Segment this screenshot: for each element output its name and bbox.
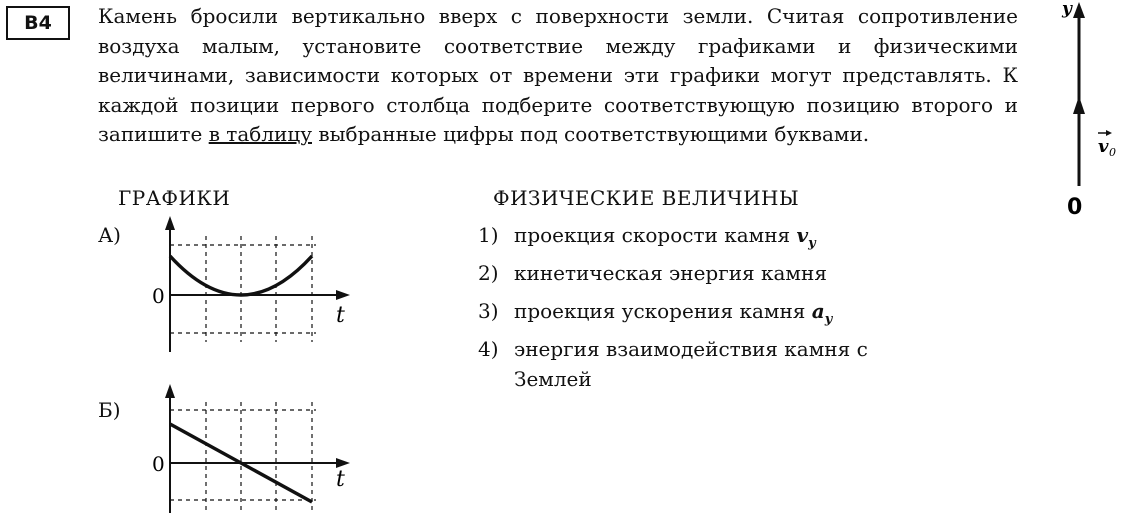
graph-a [140,212,360,352]
graph-b-y-arrow [165,384,175,398]
quantity-item-3 [478,296,934,334]
graph-a-y-arrow [165,216,175,230]
velocity-label: v [1098,136,1109,157]
quantity-number: 2) [478,261,499,285]
quantity-symbol: a [811,299,825,323]
quantity-subscript: y [808,236,816,251]
y-axis-arrowhead [1073,2,1085,18]
table-link-text: в таблицу [208,122,312,146]
quantity-number: 4) [478,337,499,361]
graph-b-zero: 0 [152,452,165,476]
quantity-item-4 [478,334,934,394]
problem-text-1: Камень бросили вертикально вверх с поверхности земли. Считая сопротивление воздуха малым, установите соответствие между графиками и физическими величинами, зависимости которых от времени эти графики могут представлять. К каждой позиции первого столбца подберите соответствующую позицию второго и запишите [98,4,1018,146]
quantities-heading: ФИЗИЧЕСКИЕ ВЕЛИЧИНЫ [493,186,800,210]
graph-a-zero: 0 [152,284,165,308]
quantity-item-2 [478,258,934,296]
graph-a-grid [170,236,316,342]
graph-b [140,380,360,513]
problem-statement [98,2,1018,150]
quantity-number: 3) [478,299,499,323]
problem-text-2: выбранные цифры под соответствующими буквами. [312,122,870,146]
task-number-badge: B4 [6,6,70,40]
graph-b-t-label: t [336,467,345,492]
graph-b-letter: Б) [98,398,121,422]
quantity-number: 1) [478,223,499,247]
velocity-subscript: 0 [1109,146,1116,159]
origin-zero-label: 0 [1067,195,1083,220]
quantity-subscript: y [824,312,833,327]
y-axis-figure [1040,0,1121,220]
velocity-arrowhead [1073,96,1085,114]
quantity-text: кинетическая энергия камня [514,261,827,285]
quantity-text: энергия взаимодействия камня с Землей [514,337,868,391]
graph-a-letter: А) [98,223,121,247]
quantity-text: проекция ускорения камня [514,299,812,323]
quantities-list [478,220,934,394]
graph-a-t-label: t [336,303,345,328]
quantity-symbol: v [796,223,809,247]
quantity-text: проекция скорости камня [514,223,797,247]
graph-b-grid [170,402,316,513]
y-axis-label: y [1062,0,1072,19]
graph-a-t-arrow [336,290,350,300]
graphs-heading: ГРАФИКИ [118,186,231,210]
quantity-item-1 [478,220,934,258]
